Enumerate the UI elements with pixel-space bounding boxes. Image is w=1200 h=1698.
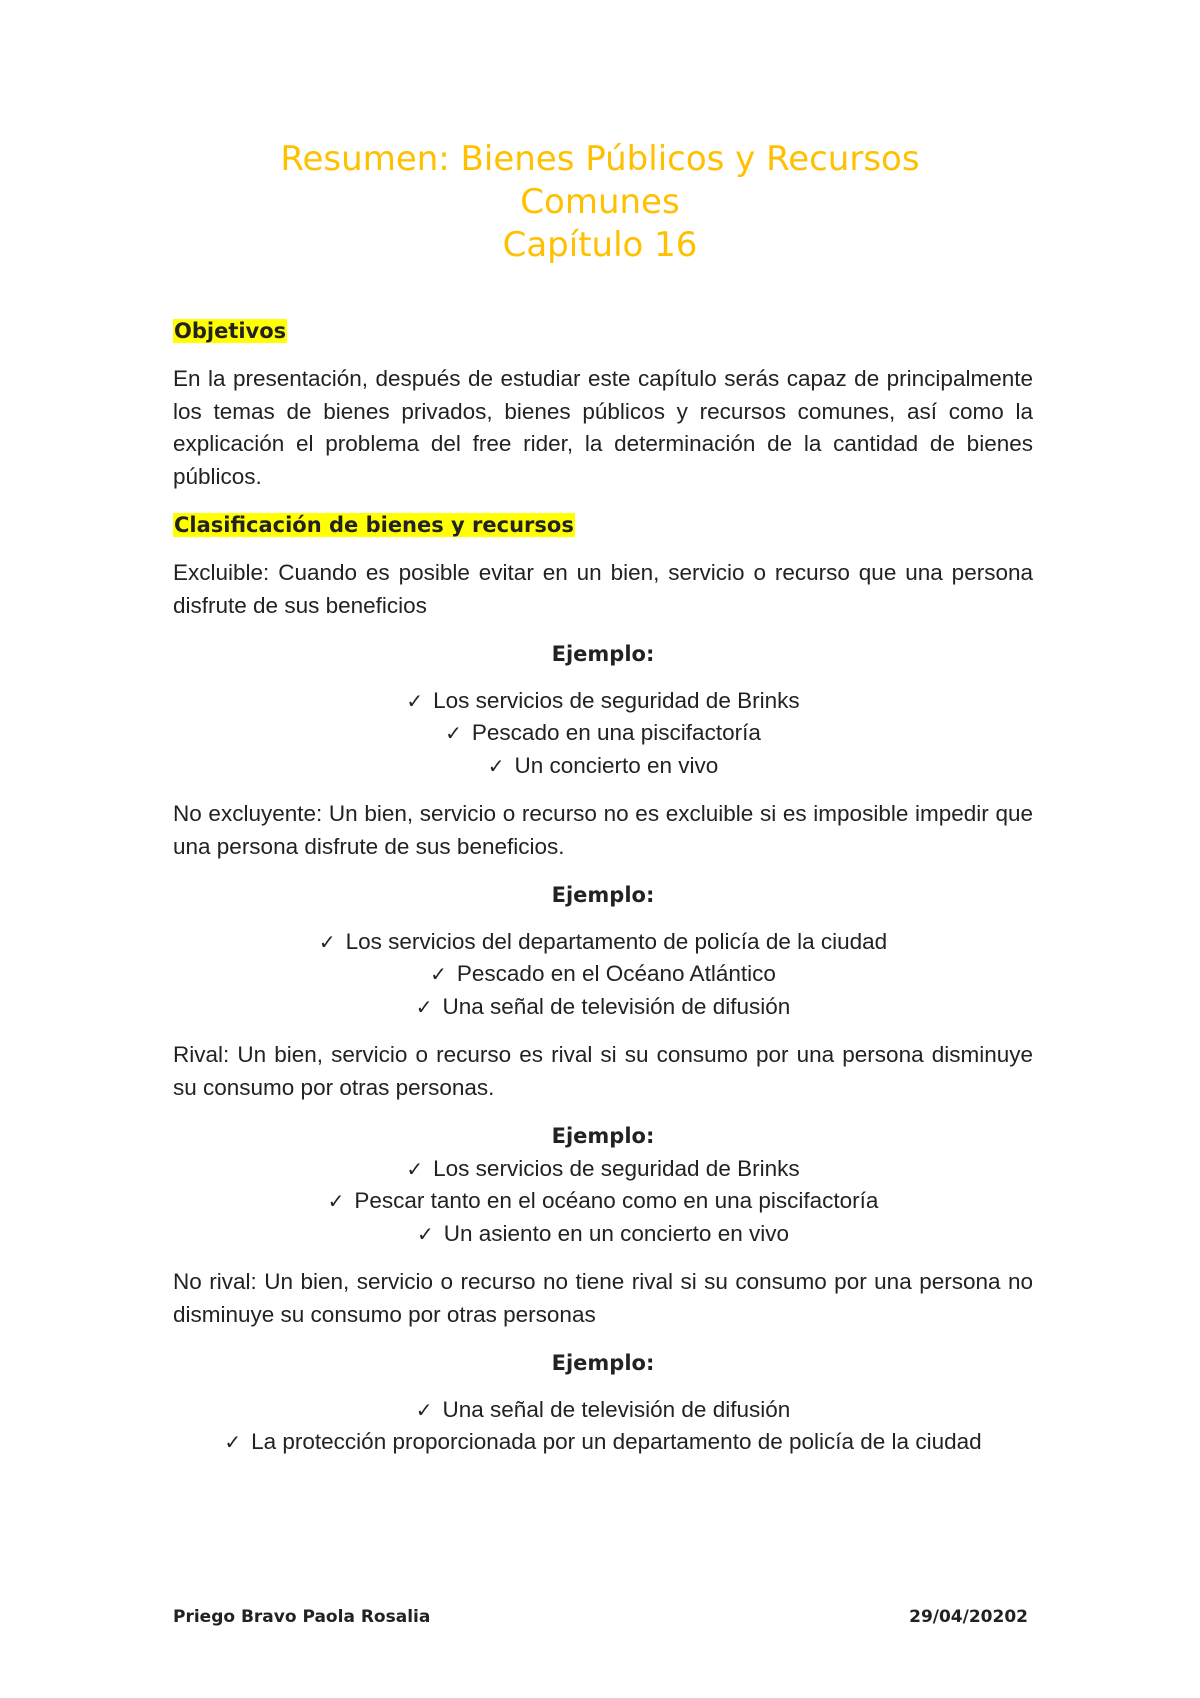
example-item-text: Los servicios de seguridad de Brinks [433, 687, 800, 713]
example-list-item [173, 926, 1033, 959]
checkmark-icon: ✓ [327, 1189, 345, 1213]
example-item-text: Pescado en una piscifactoría [471, 720, 761, 745]
example-item-text: Los servicios del departamento de policía de la ciudad [345, 928, 888, 954]
rival-paragraph: Rival: Un bien, servicio o recurso es rival si su consumo por una persona disminuye su consumo por otras personas. [173, 1042, 1033, 1100]
checkmark-icon: ✓ [417, 1221, 434, 1246]
example-list-item [173, 685, 1033, 718]
objetivos-paragraph: En la presentación, después de estudiar este capítulo serás capaz de principalmente los temas de bienes privados, bienes públicos y recursos comunes, así como la explicación el problema del free rider, la determinación de la cantidad de bienes públicos. [173, 366, 1033, 489]
example-item-text: Pescado en el Océano Atlántico [456, 961, 776, 986]
no-excluyente-paragraph: No excluyente: Un bien, servicio o recurso no es excluible si es imposible impedir que una persona disfrute de sus beneficios. [173, 801, 1033, 859]
checkmark-icon: ✓ [430, 962, 447, 986]
rival-example-label: Ejemplo: [551, 1124, 655, 1148]
title-line-3: Capítulo 16 [502, 225, 698, 265]
checkmark-icon: ✓ [487, 753, 505, 778]
example-list-item [173, 1218, 1033, 1251]
rival-example-list [173, 1153, 1033, 1251]
document-title [0, 138, 1200, 267]
no-excluyente-example-label: Ejemplo: [551, 883, 655, 907]
objetivos-heading: Objetivos [174, 319, 287, 343]
example-list-item [173, 1185, 1033, 1218]
no-rival-example-label: Ejemplo: [551, 1351, 655, 1375]
excluible-paragraph: Excluible: Cuando es posible evitar en un bien, servicio o recurso que una persona disfrute de sus beneficios [173, 560, 1033, 618]
example-list-item [173, 1153, 1033, 1186]
checkmark-icon: ✓ [406, 688, 424, 713]
checkmark-icon: ✓ [224, 1430, 242, 1454]
no-excluyente-example-list [173, 926, 1033, 1024]
example-item-text: Una señal de televisión de difusión [442, 993, 791, 1019]
footer-date: 29/04/20202 [909, 1607, 1028, 1627]
example-item-text: Los servicios de seguridad de Brinks [433, 1155, 800, 1181]
checkmark-icon: ✓ [415, 1397, 433, 1422]
example-item-text: Un concierto en vivo [514, 752, 719, 778]
checkmark-icon: ✓ [406, 1156, 424, 1181]
example-list-item [173, 717, 1033, 750]
example-list-item [173, 750, 1033, 783]
example-list-item [173, 991, 1033, 1024]
example-item-text: Pescar tanto en el océano como en una piscifactoría [354, 1188, 879, 1213]
example-item-text: La protección proporcionada por un departamento de policía de la ciudad [251, 1429, 982, 1454]
example-item-text: Una señal de televisión de difusión [442, 1396, 791, 1422]
excluible-example-list [173, 685, 1033, 783]
checkmark-icon: ✓ [318, 929, 336, 954]
example-item-text: Un asiento en un concierto en vivo [443, 1220, 789, 1246]
title-line-1: Resumen: Bienes Públicos y Recursos [280, 139, 920, 179]
checkmark-icon: ✓ [415, 994, 433, 1019]
no-rival-paragraph: No rival: Un bien, servicio o recurso no tiene rival si su consumo por una persona no disminuye su consumo por otras personas [173, 1269, 1033, 1327]
clasificacion-heading: Clasificación de bienes y recursos [174, 513, 574, 537]
example-list-item [173, 1426, 1033, 1459]
title-line-2: Comunes [520, 182, 680, 222]
example-list-item [173, 958, 1033, 991]
checkmark-icon: ✓ [445, 721, 462, 745]
no-rival-example-list [173, 1394, 1033, 1459]
example-list-item [173, 1394, 1033, 1427]
document-body [173, 315, 1033, 1475]
excluible-example-label: Ejemplo: [551, 642, 655, 666]
footer-author: Priego Bravo Paola Rosalia [173, 1607, 431, 1627]
